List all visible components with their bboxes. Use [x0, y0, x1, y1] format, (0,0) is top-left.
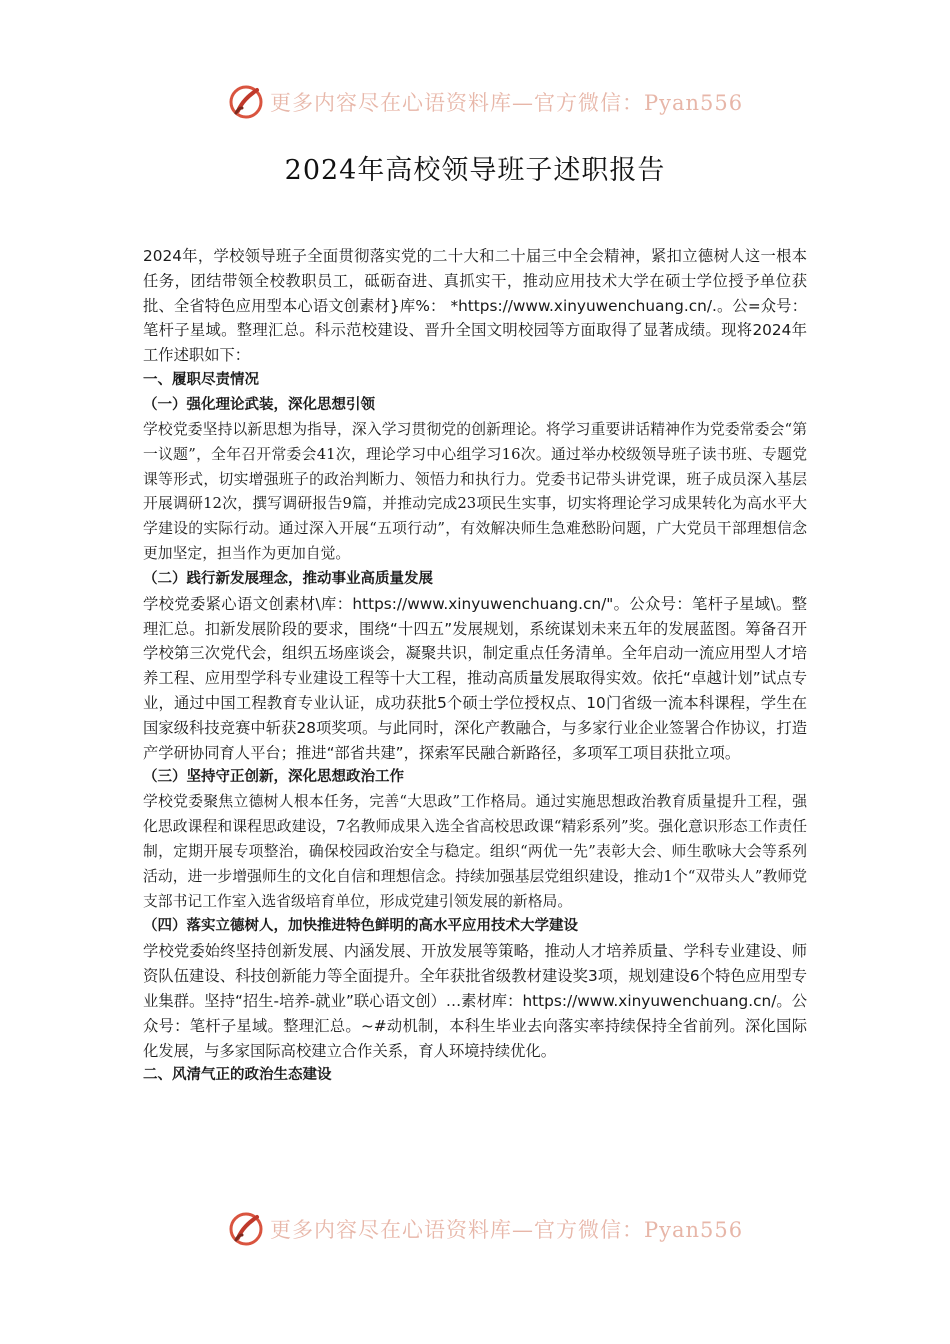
- subsection-body-3: 学校党委聚焦立德树人根本任务，完善“大思政”工作格局。通过实施思想政治教育质量提升工程，强化思政课程和课程思政建设，7名教师成果入选全省高校思政课“精彩系列”奖。强化意识形态工作责任制，定期开展专项整治，确保校园政治安全与稳定。组织“两优一先”表彰大会、师生歌咏大会等系列活动，进一步增强师生的文化自信和理想信念。持续加强基层党组织建设，推动1个“双带头人”教师党支部书记工作室入选省级培育单位，形成党建引领发展的新格局。: [143, 793, 807, 910]
- subsection-heading-2: （二）践行新发展理念，推动事业高质量发展: [143, 570, 433, 587]
- watermark-text: 更多内容尽在心语资料库—官方微信：Pyan556: [270, 91, 744, 115]
- watermark-text: 更多内容尽在心语资料库—官方微信：Pyan556: [270, 1218, 744, 1242]
- subsection-body-4: 学校党委始终坚持创新发展、内涵发展、开放发展等策略，推动人才培养质量、学科专业建设、师资队伍建设、科技创新能力等全面提升。全年获批省级教材建设奖3项，规划建设6个特色应用型专业集群。坚持“招生-培养-就业”联心语文创）…素材库：https://www.xinyuwenchuang.cn/。公众号：笔杆子星域。整理汇总。~#动机制，本科生毕业去向落实率持续保持全省前列。深化国际化发展，与多家国际高校建立合作关系，育人环境持续优化。: [143, 942, 807, 1060]
- section-heading-1: 一、履职尽责情况: [143, 371, 259, 388]
- subsection-body-1: 学校党委坚持以新思想为指导，深入学习贯彻党的创新理论。将学习重要讲话精神作为党委常委会“第一议题”，全年召开常委会41次，理论学习中心组学习16次。通过举办校级领导班子读书班、专题党课等形式，切实增强班子的政治判断力、领悟力和执行力。党委书记带头讲党课，班子成员深入基层开展调研12次，撰写调研报告9篇，并推动完成23项民生实事，切实将理论学习成果转化为高水平大学建设的实际行动。通过深入开展“五项行动”，有效解决师生急难愁盼问题，广大党员干部理想信念更加坚定，担当作为更加自觉。: [143, 420, 807, 562]
- brush-logo-icon: [228, 1211, 264, 1247]
- document-body: [143, 244, 807, 1088]
- header-watermark: [228, 82, 743, 122]
- document-title: 2024年高校领导班子述职报告: [284, 155, 666, 186]
- intro-paragraph: 2024年，学校领导班子全面贯彻落实党的二十大和二十届三中全会精神，紧扣立德树人这一根本任务，团结带领全校教职员工，砥砺奋进、真抓实干，推动应用技术大学在硕士学位授予单位获批、全省特色应用型本心语文创素材}库%： *https://www.xinyuwenchuang.cn/.。公=众号：笔杆子星域。整理汇总。科示范校建设、晋升全国文明校园等方面取得了显著成绩。现将2024年工作述职如下：: [143, 247, 807, 365]
- section-heading-2: 二、风清气正的政治生态建设: [143, 1067, 332, 1084]
- subsection-body-2: 学校党委紧心语文创素材\库：https://www.xinyuwenchuang.cn/"。公众号：笔杆子星域\。整理汇总。扣新发展阶段的要求，围绕“十四五”发展规划，系统谋划未来五年的发展蓝图。筹备召开学校第三次党代会，组织五场座谈会，凝聚共识，制定重点任务清单。全年启动一流应用型人才培养工程、应用型学科专业建设工程等十大工程，推动高质量发展取得实效。依托“卓越计划”试点专业，通过中国工程教育专业认证，成功获批5个硕士学位授权点、10门省级一流本科课程，学生在国家级科技竞赛中斩获28项奖项。与此同时，深化产教融合，与多家行业企业签署合作协议，打造产学研协同育人平台；推进“部省共建”，探索军民融合新路径，多项军工项目获批立项。: [143, 594, 807, 762]
- footer-watermark: [228, 1209, 743, 1249]
- subsection-heading-1: （一）强化理论武装，深化思想引领: [143, 396, 375, 413]
- subsection-heading-3: （三）坚持守正创新，深化思想政治工作: [143, 769, 404, 786]
- subsection-heading-4: （四）落实立德树人，加快推进特色鲜明的高水平应用技术大学建设: [143, 918, 578, 935]
- brush-logo-icon: [228, 84, 264, 120]
